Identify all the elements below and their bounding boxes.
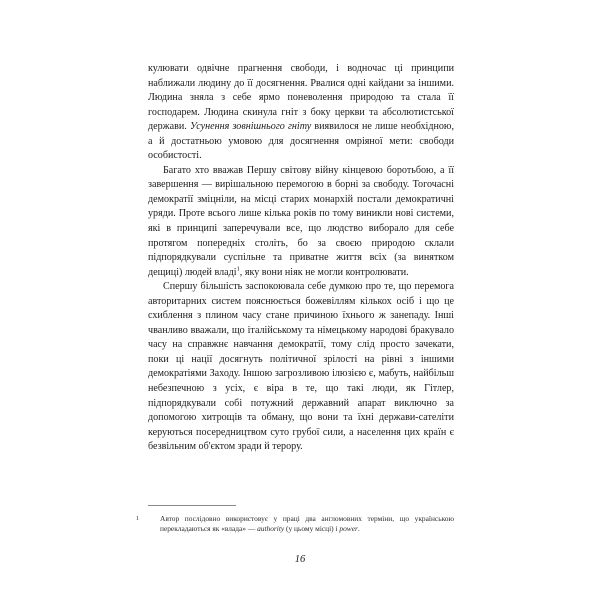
paragraph-2-run-2: Проте всього лише кілька років по тому виникли нові системи, які в принципі заперечували все, що людство виборало для себе протягом попередніх століть, бо за своєю природою склали підпорядкували суспільне та приватне життя всіх (за винятком дещиці) людей владі	[148, 208, 454, 278]
paragraph-1-run-3: виявилося не лише необхідною, а й достатньою умовою для досягнення омріяної мети: свободи особистості.	[148, 121, 454, 162]
paragraph-2-run-4: , яку вони ніяк не могли контролювати.	[239, 266, 409, 278]
footnote-reference-1[interactable]: 1	[236, 265, 240, 273]
footnote-marker: 1	[136, 516, 139, 522]
footnote-block	[136, 514, 454, 535]
paragraph-2-run-1: Багато хто вважав Першу світову війну кінцевою боротьбою, а її завершення — вирішальною перемогою в борні за свободу. Тогочасні демократії зміцніли, на місці старих монархій постали демократичні уряди.	[148, 164, 454, 220]
footnote-text-run-2-italic: authority	[257, 524, 285, 534]
page-number: 16	[294, 554, 306, 565]
footnote-text-run-5: .	[357, 524, 360, 534]
footnote-text-run-3: (у цьому місці) і	[284, 524, 340, 534]
paragraph-1	[148, 62, 454, 164]
paragraph-1-run-1: кулювати одвічне прагнення свободи, і водночас ці принципи наближали людину до її досягнення. Рвалися одні кайдани за іншими. Людина зняла з себе ярмо поневолення природою та стала її господарем. Людина скинула гніт з боку церкви та абсолютистської держави.	[148, 63, 454, 133]
footnote-text-run-4-italic: power	[339, 524, 358, 534]
paragraph-2	[148, 164, 454, 280]
footnote-separator-rule	[148, 505, 236, 506]
paragraph-3	[148, 280, 454, 455]
paragraph-3-run-1: Спершу більшість заспокоювала себе думкою про те, що перемога авторитарних систем пояснюється божевіллям кількох осіб і що це схиблення з плином часу стане причиною їхнього ж занепаду. Інші чванливо вважали, що італійському та німецькому народові бракувало часу на справжнє навчання демократії, тому слід просто зачекати, поки ці нації досягнуть політичної зрілості на рівні з іншими демократіями Заходу. Іншою загрозливою ілюзією є, мабуть, найбільш небезпечною з усіх, є віра в те, що такі люди, як Гітлер, підпорядкували собі потужний державний апарат виключно за допомогою хитрощів та обману, що вони та їхні держави-сателіти керуються посередництвом суто грубої сили, а населення цих країн є безвільним об'єктом зради й терору.	[148, 281, 454, 453]
footnote-text-run-1: Автор послідовно використовує у праці два англомовних терміни, що українською перекладаються як «влада» —	[160, 514, 454, 534]
footnote-1	[136, 514, 454, 535]
paragraph-1-run-2-italic: Усунення зовнішнього гніту	[189, 121, 312, 133]
body-text-column	[148, 62, 454, 455]
